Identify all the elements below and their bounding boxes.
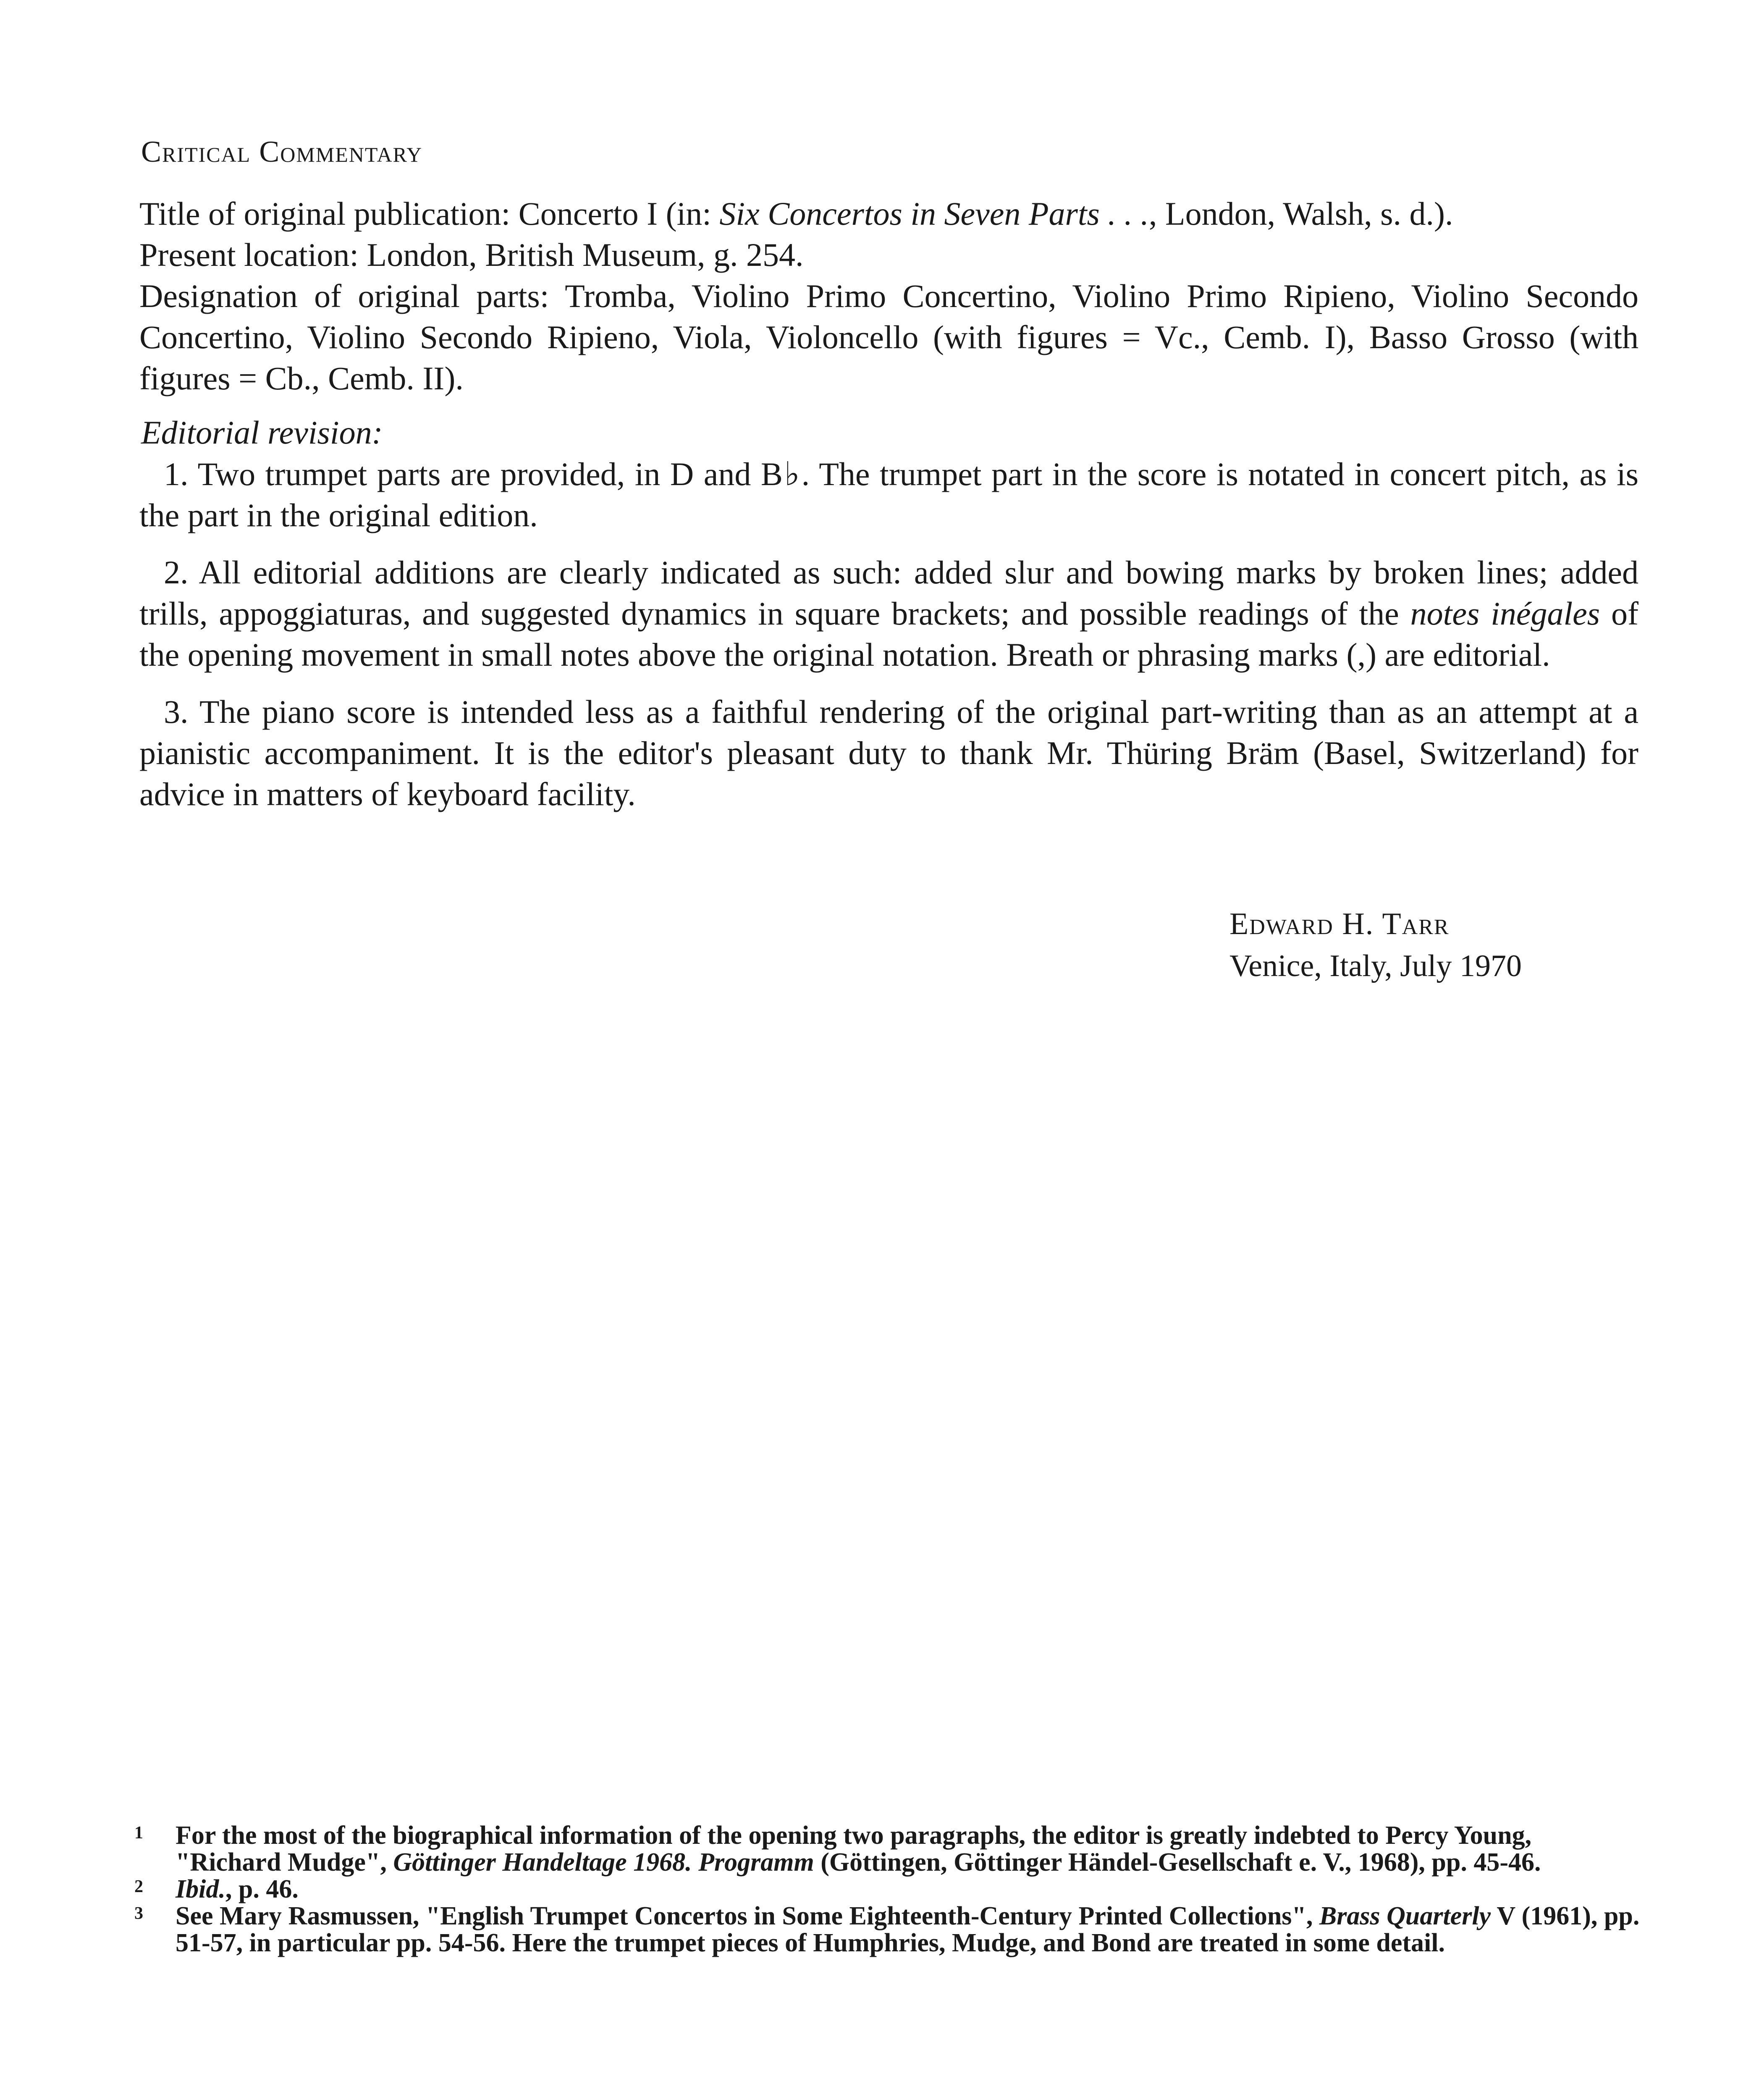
editorial-item-1: 1. Two trumpet parts are provided, in D and B♭. The trumpet part in the score is notated in concert pitch, as is the part in the original edition. [139, 456, 1638, 533]
footnote-marker: 2 [134, 1877, 143, 1896]
footnote-marker: 3 [134, 1904, 143, 1923]
present-location-line: Present location: London, British Museum, g. 254. [139, 236, 804, 273]
footnote-3-journal: Brass Quarterly [1319, 1902, 1491, 1930]
section-heading: Critical Commentary [141, 135, 423, 168]
editorial-item-2 [139, 552, 1638, 675]
place-and-date: Venice, Italy, July 1970 [1229, 949, 1522, 983]
signature-block [1229, 903, 1522, 987]
editorial-item-3: 3. The piano score is intended less as a faithful rendering of the original part-writing than as an attempt at a pianistic accompaniment. It is the editor's pleasant duty to thank Mr. Thüring Bräm (Basel, Switzerland) for advice in matters of keyboard facility. [139, 693, 1638, 812]
editorial-revision-label: Editorial revision: [141, 414, 383, 451]
footnote-1-programm: Programm [698, 1848, 814, 1877]
editorial-items [139, 454, 1638, 831]
original-publication-line [139, 193, 1638, 234]
footnote-3-citation: V (1961), pp. 51-57, in particular pp. 54-56. Here the trumpet pieces of Humphries, Mudge, and Bond are treated in some detail. [176, 1902, 1640, 1957]
footnotes [134, 1822, 1642, 1956]
footnote-1 [134, 1822, 1642, 1876]
item2-text-end: of the opening movement in small notes above the original notation. Breath or phrasing marks (,) are editorial. [139, 595, 1638, 673]
original-parts-line: Designation of original parts: Tromba, Violino Primo Concertino, Violino Primo Ripieno, Violino Secondo Concertino, Violino Secondo Ripieno, Viola, Violoncello (with figures = Vc., Cemb. I), Basso Grosso (with figures = Cb., Cemb. II). [139, 278, 1638, 396]
footnote-2-page: , p. 46. [225, 1875, 299, 1903]
editor-name: Edward H. Tarr [1229, 907, 1450, 941]
footnote-1-text: For the most of the biographical information of the opening two paragraphs, the editor is greatly indebted to Percy Young, "Richard Mudge", [176, 1821, 1532, 1877]
footnote-3-text: See Mary Rasmussen, "English Trumpet Concertos in Some Eighteenth-Century Printed Collections", [176, 1902, 1319, 1930]
footnote-marker: 1 [134, 1823, 143, 1843]
item2-text-start: 2. All editorial additions are clearly indicated as such: added slur and bowing marks by broken lines; added trills, appoggiaturas, and suggested dynamics in square brackets; and possible readings of the [139, 554, 1638, 632]
footnote-1-citation: (Göttingen, Göttinger Händel-Gesellschaft e. V., 1968), pp. 45-46. [814, 1848, 1541, 1877]
footnote-1-source-title: Göttinger Handeltage 1968. [393, 1848, 692, 1877]
footnote-2-ibid: Ibid. [176, 1875, 225, 1903]
footnote-3 [134, 1903, 1642, 1956]
footnote-1-spacer [692, 1848, 699, 1877]
publication-suffix: , London, Walsh, s. d.). [1148, 195, 1453, 232]
publication-label: Title of original publication: [139, 195, 511, 232]
publication-prefix: Concerto I (in: [518, 195, 720, 232]
notes-inegales-term: notes inégales [1410, 595, 1600, 632]
footnote-2 [134, 1876, 1642, 1903]
publication-metadata [139, 193, 1638, 399]
publication-title: Six Concertos in Seven Parts . . . [719, 195, 1149, 232]
